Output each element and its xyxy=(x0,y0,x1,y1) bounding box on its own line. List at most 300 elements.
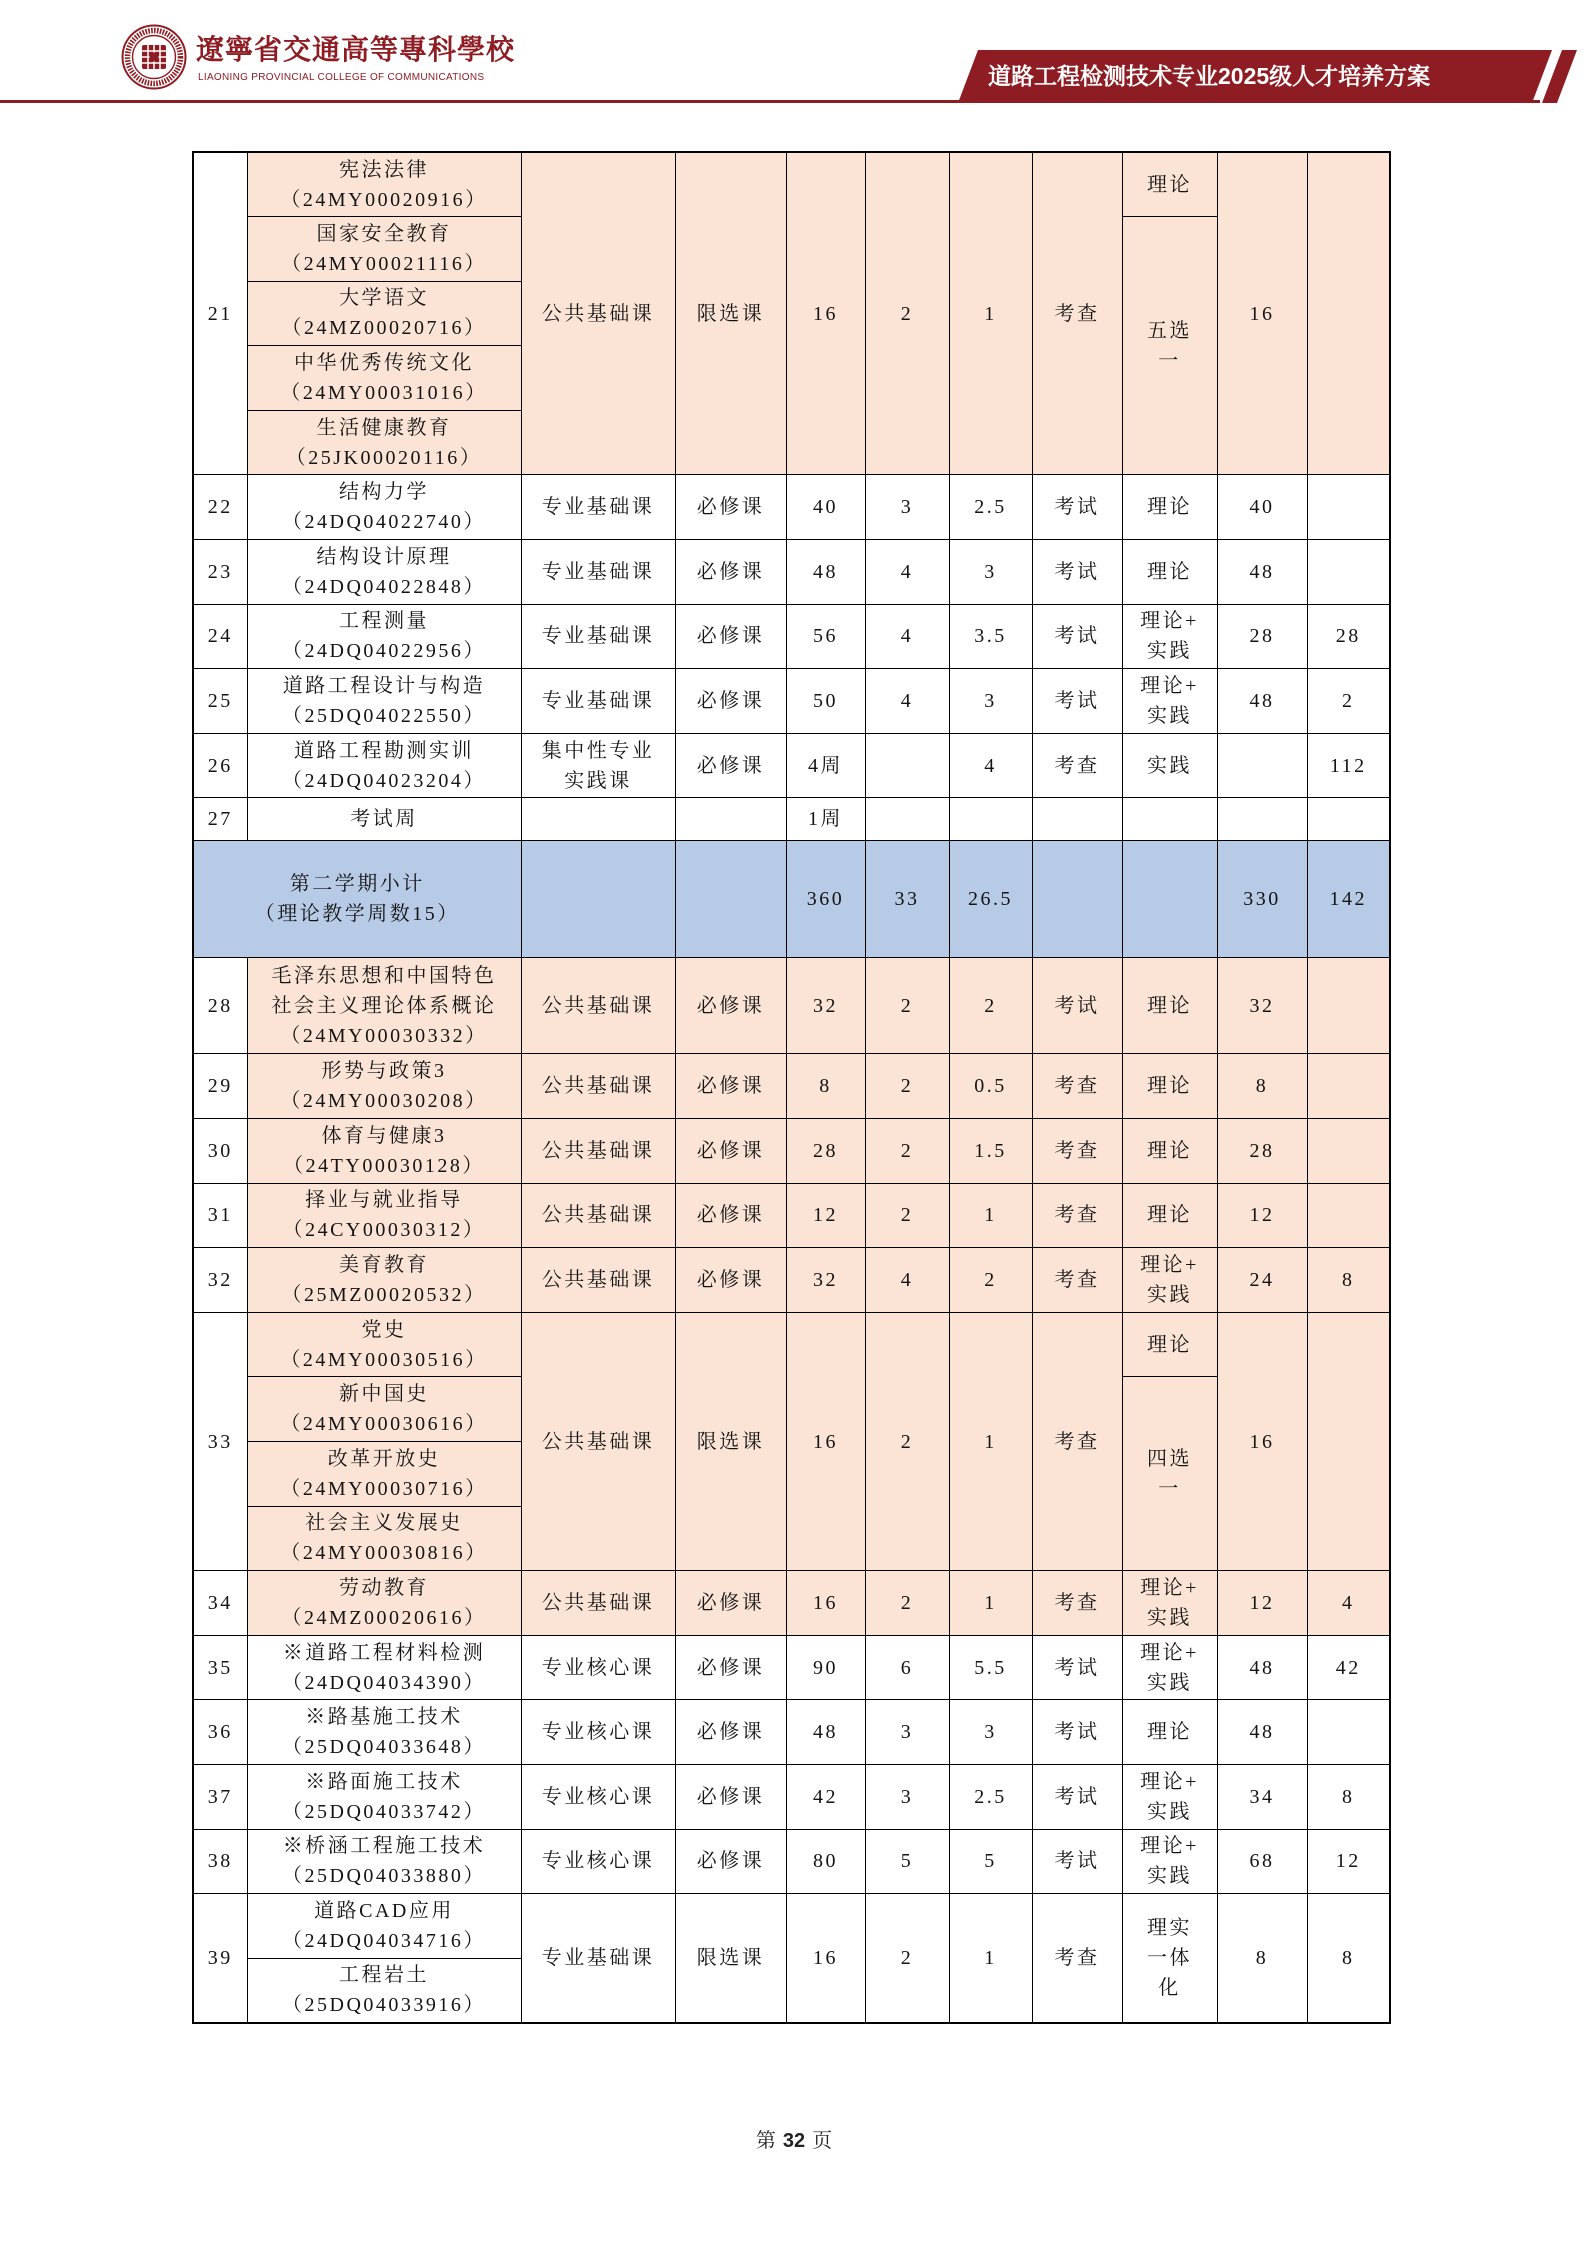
theory-hours-cell: 12 xyxy=(1217,1183,1307,1248)
course-nature-cell: 必修课 xyxy=(675,1635,786,1700)
weekly-hours-cell: 2 xyxy=(865,1894,949,2023)
theory-hours-cell: 330 xyxy=(1217,841,1307,958)
theory-hours-cell: 48 xyxy=(1217,540,1307,605)
course-name: 美育教育 xyxy=(339,1254,429,1277)
teaching-mode-cell: 理实 一体 化 xyxy=(1122,1894,1217,2023)
course-type-cell: 公共基础课 xyxy=(521,1183,675,1248)
course-row xyxy=(193,604,1390,669)
course-name-cell xyxy=(247,217,521,282)
course-nature-cell: 必修课 xyxy=(675,1119,786,1184)
practice-hours-cell: 4 xyxy=(1307,1571,1390,1636)
course-type-cell xyxy=(521,798,675,841)
assessment-cell: 考查 xyxy=(1032,1054,1122,1119)
course-code: （24DQ04034390） xyxy=(282,1671,486,1694)
course-number-cell: 27 xyxy=(193,798,247,841)
course-name-cell xyxy=(247,1829,521,1894)
total-hours-cell: 4周 xyxy=(786,733,865,798)
teaching-mode-cell: 理论 xyxy=(1122,540,1217,605)
assessment-cell: 考试 xyxy=(1032,604,1122,669)
theory-hours-cell: 48 xyxy=(1217,1700,1307,1765)
credits-cell: 2.5 xyxy=(949,475,1032,540)
weekly-hours-cell: 4 xyxy=(865,604,949,669)
course-code: （24MY00030516） xyxy=(280,1348,488,1371)
assessment-cell: 考试 xyxy=(1032,540,1122,605)
course-code: （24DQ04022848） xyxy=(282,575,486,598)
theory-hours-cell: 16 xyxy=(1217,1312,1307,1570)
assessment-cell xyxy=(1032,841,1122,958)
course-number-cell: 38 xyxy=(193,1829,247,1894)
credits-cell: 3.5 xyxy=(949,604,1032,669)
weekly-hours-cell: 2 xyxy=(865,958,949,1054)
theory-hours-cell: 40 xyxy=(1217,475,1307,540)
course-name-cell xyxy=(247,1700,521,1765)
practice-hours-cell: 8 xyxy=(1307,1764,1390,1829)
assessment-cell: 考试 xyxy=(1032,958,1122,1054)
course-row xyxy=(193,1829,1390,1894)
course-code: （25JK00020116） xyxy=(285,446,483,469)
course-name: 宪法法律 xyxy=(339,158,429,181)
school-logo xyxy=(121,24,187,90)
theory-hours-cell: 8 xyxy=(1217,1894,1307,2023)
teaching-mode-cell: 四选 一 xyxy=(1122,1377,1217,1571)
theory-hours-cell: 48 xyxy=(1217,1635,1307,1700)
course-number-cell: 23 xyxy=(193,540,247,605)
course-code: （24DQ04022740） xyxy=(282,511,486,534)
course-code: （24MY00030716） xyxy=(280,1477,488,1500)
practice-hours-cell xyxy=(1307,152,1390,475)
course-type-cell: 专业基础课 xyxy=(521,540,675,605)
course-nature-cell: 限选课 xyxy=(675,152,786,475)
total-hours-cell: 48 xyxy=(786,540,865,605)
teaching-mode-cell: 理论+ 实践 xyxy=(1122,1248,1217,1313)
teaching-mode-cell: 理论 xyxy=(1122,1700,1217,1765)
course-row xyxy=(193,733,1390,798)
total-hours-cell: 40 xyxy=(786,475,865,540)
weekly-hours-cell xyxy=(865,798,949,841)
credits-cell: 0.5 xyxy=(949,1054,1032,1119)
course-name-cell xyxy=(247,1054,521,1119)
assessment-cell: 考试 xyxy=(1032,1829,1122,1894)
course-nature-cell: 必修课 xyxy=(675,1054,786,1119)
course-row xyxy=(193,798,1390,841)
credits-cell xyxy=(949,798,1032,841)
credits-cell: 1 xyxy=(949,1312,1032,1570)
course-name: 道路工程勘测实训 xyxy=(294,739,474,762)
assessment-cell: 考查 xyxy=(1032,1183,1122,1248)
course-type-cell: 专业核心课 xyxy=(521,1764,675,1829)
weekly-hours-cell: 2 xyxy=(865,152,949,475)
course-row xyxy=(193,540,1390,605)
credits-cell: 3 xyxy=(949,540,1032,605)
course-number-cell: 34 xyxy=(193,1571,247,1636)
course-name: 结构设计原理 xyxy=(316,545,452,568)
course-row xyxy=(193,1312,1390,1377)
course-row xyxy=(193,1764,1390,1829)
total-hours-cell: 12 xyxy=(786,1183,865,1248)
weekly-hours-cell: 2 xyxy=(865,1183,949,1248)
teaching-mode-cell: 理论 xyxy=(1122,152,1217,217)
course-name-cell xyxy=(247,152,521,217)
course-number-cell: 26 xyxy=(193,733,247,798)
practice-hours-cell xyxy=(1307,540,1390,605)
course-name-cell xyxy=(247,1571,521,1636)
course-number-cell: 24 xyxy=(193,604,247,669)
course-type-cell: 专业核心课 xyxy=(521,1700,675,1765)
course-name: 中华优秀传统文化 xyxy=(294,352,474,375)
assessment-cell: 考试 xyxy=(1032,1700,1122,1765)
total-hours-cell: 80 xyxy=(786,1829,865,1894)
weekly-hours-cell: 2 xyxy=(865,1054,949,1119)
course-row xyxy=(193,1119,1390,1184)
course-nature-cell xyxy=(675,841,786,958)
teaching-mode-cell: 五选 一 xyxy=(1122,217,1217,475)
course-nature-cell: 必修课 xyxy=(675,1829,786,1894)
course-name: ※桥涵工程施工技术 xyxy=(282,1835,486,1858)
practice-hours-cell xyxy=(1307,1119,1390,1184)
total-hours-cell: 50 xyxy=(786,669,865,734)
teaching-mode-cell: 理论+ 实践 xyxy=(1122,669,1217,734)
course-name-cell xyxy=(247,281,521,346)
course-name: 党史 xyxy=(361,1318,407,1341)
theory-hours-cell: 28 xyxy=(1217,1119,1307,1184)
course-name-cell xyxy=(247,798,521,841)
course-name-cell xyxy=(247,540,521,605)
total-hours-cell: 360 xyxy=(786,841,865,958)
assessment-cell: 考查 xyxy=(1032,152,1122,475)
course-row xyxy=(193,1635,1390,1700)
total-hours-cell: 48 xyxy=(786,1700,865,1765)
course-name-cell xyxy=(247,1958,521,2023)
course-nature-cell: 必修课 xyxy=(675,1764,786,1829)
theory-hours-cell: 24 xyxy=(1217,1248,1307,1313)
practice-hours-cell: 112 xyxy=(1307,733,1390,798)
credits-cell: 26.5 xyxy=(949,841,1032,958)
teaching-mode-cell: 理论+ 实践 xyxy=(1122,1571,1217,1636)
teaching-mode-cell: 理论+ 实践 xyxy=(1122,1764,1217,1829)
course-nature-cell: 必修课 xyxy=(675,1248,786,1313)
course-name: 工程测量 xyxy=(339,610,429,633)
course-nature-cell: 限选课 xyxy=(675,1312,786,1570)
weekly-hours-cell: 4 xyxy=(865,540,949,605)
course-code: （24DQ04022956） xyxy=(282,640,486,663)
course-row xyxy=(193,1183,1390,1248)
course-code: （24MY00030616） xyxy=(280,1413,488,1436)
course-code: （24MY00030332） xyxy=(280,1024,488,1047)
credits-cell: 3 xyxy=(949,1700,1032,1765)
course-name: 大学语文 xyxy=(339,287,429,310)
weekly-hours-cell: 4 xyxy=(865,1248,949,1313)
course-name-cell xyxy=(247,604,521,669)
course-type-cell: 公共基础课 xyxy=(521,1119,675,1184)
course-name-cell xyxy=(247,1119,521,1184)
course-name: 考试周 xyxy=(350,808,418,831)
course-number-cell: 28 xyxy=(193,958,247,1054)
course-type-cell: 集中性专业 实践课 xyxy=(521,733,675,798)
credits-cell: 1 xyxy=(949,1183,1032,1248)
weekly-hours-cell: 2 xyxy=(865,1312,949,1570)
practice-hours-cell: 142 xyxy=(1307,841,1390,958)
assessment-cell: 考查 xyxy=(1032,1312,1122,1570)
course-nature-cell: 必修课 xyxy=(675,669,786,734)
course-type-cell: 专业基础课 xyxy=(521,475,675,540)
course-name: 体育与健康3 xyxy=(321,1124,447,1147)
page-number: 32 xyxy=(782,2130,806,2152)
course-name: 改革开放史 xyxy=(327,1447,441,1470)
theory-hours-cell: 32 xyxy=(1217,958,1307,1054)
course-nature-cell: 限选课 xyxy=(675,1894,786,2023)
school-name-english: LIAONING PROVINCIAL COLLEGE OF COMMUNICATIONS xyxy=(198,72,485,83)
course-name: 结构力学 xyxy=(339,481,429,504)
weekly-hours-cell: 4 xyxy=(865,669,949,734)
teaching-mode-cell: 理论+ 实践 xyxy=(1122,1829,1217,1894)
total-hours-cell: 16 xyxy=(786,1894,865,2023)
course-row xyxy=(193,1571,1390,1636)
total-hours-cell: 16 xyxy=(786,1571,865,1636)
credits-cell: 5.5 xyxy=(949,1635,1032,1700)
total-hours-cell: 16 xyxy=(786,1312,865,1570)
course-name: 社会主义发展史 xyxy=(305,1512,463,1535)
course-name: 形势与政策3 xyxy=(321,1060,447,1083)
teaching-mode-cell: 理论 xyxy=(1122,1183,1217,1248)
course-name-cell xyxy=(247,1377,521,1442)
credits-cell: 2 xyxy=(949,958,1032,1054)
assessment-cell: 考查 xyxy=(1032,1248,1122,1313)
course-nature-cell: 必修课 xyxy=(675,1571,786,1636)
practice-hours-cell: 42 xyxy=(1307,1635,1390,1700)
course-code: （24MY00030208） xyxy=(280,1090,488,1113)
course-code: （25DQ04022550） xyxy=(282,705,486,728)
course-code: （24DQ04034716） xyxy=(282,1929,486,1952)
course-number-cell: 36 xyxy=(193,1700,247,1765)
course-row xyxy=(193,475,1390,540)
practice-hours-cell xyxy=(1307,798,1390,841)
credits-cell: 1 xyxy=(949,1894,1032,2023)
credits-cell: 1 xyxy=(949,1571,1032,1636)
course-type-cell: 专业基础课 xyxy=(521,669,675,734)
credits-cell: 2.5 xyxy=(949,1764,1032,1829)
total-hours-cell: 8 xyxy=(786,1054,865,1119)
assessment-cell: 考试 xyxy=(1032,669,1122,734)
assessment-cell: 考试 xyxy=(1032,1764,1122,1829)
course-name-cell xyxy=(247,410,521,475)
theory-hours-cell: 12 xyxy=(1217,1571,1307,1636)
course-row xyxy=(193,152,1390,217)
total-hours-cell: 32 xyxy=(786,958,865,1054)
course-table xyxy=(192,151,1391,2024)
weekly-hours-cell: 33 xyxy=(865,841,949,958)
course-row xyxy=(193,958,1390,1054)
credits-cell: 2 xyxy=(949,1248,1032,1313)
document-title: 道路工程检测技术专业2025级人才培养方案 xyxy=(988,63,1431,89)
page-footer xyxy=(0,2126,1588,2156)
assessment-cell: 考查 xyxy=(1032,1894,1122,2023)
assessment-cell xyxy=(1032,798,1122,841)
course-type-cell: 公共基础课 xyxy=(521,1054,675,1119)
theory-hours-cell: 68 xyxy=(1217,1829,1307,1894)
course-nature-cell: 必修课 xyxy=(675,1183,786,1248)
practice-hours-cell xyxy=(1307,1183,1390,1248)
page-label-suffix: 页 xyxy=(812,2130,833,2152)
teaching-mode-cell: 理论 xyxy=(1122,475,1217,540)
credits-cell: 1 xyxy=(949,152,1032,475)
practice-hours-cell: 8 xyxy=(1307,1248,1390,1313)
course-code: （24MZ00020616） xyxy=(281,1606,487,1629)
course-code: （24CY00030312） xyxy=(282,1219,486,1242)
weekly-hours-cell: 2 xyxy=(865,1119,949,1184)
course-code: （24DQ04023204） xyxy=(282,769,486,792)
credits-cell: 4 xyxy=(949,733,1032,798)
course-name: 道路工程设计与构造 xyxy=(282,675,486,698)
course-row xyxy=(193,1894,1390,1959)
teaching-mode-cell: 理论+ 实践 xyxy=(1122,1635,1217,1700)
course-number-cell: 22 xyxy=(193,475,247,540)
total-hours-cell: 32 xyxy=(786,1248,865,1313)
course-table-body xyxy=(193,152,1390,2023)
course-type-cell: 公共基础课 xyxy=(521,958,675,1054)
weekly-hours-cell xyxy=(865,733,949,798)
teaching-mode-cell: 理论 xyxy=(1122,1119,1217,1184)
course-nature-cell: 必修课 xyxy=(675,540,786,605)
course-name-cell xyxy=(247,1442,521,1507)
course-name-cell xyxy=(247,475,521,540)
course-code: （25DQ04033742） xyxy=(282,1800,486,1823)
teaching-mode-cell: 实践 xyxy=(1122,733,1217,798)
practice-hours-cell: 2 xyxy=(1307,669,1390,734)
subtotal-label-cell: 第二学期小计 （理论教学周数15） xyxy=(193,841,521,958)
course-number-cell: 32 xyxy=(193,1248,247,1313)
practice-hours-cell xyxy=(1307,1312,1390,1570)
theory-hours-cell: 28 xyxy=(1217,604,1307,669)
credits-cell: 1.5 xyxy=(949,1119,1032,1184)
course-nature-cell xyxy=(675,798,786,841)
weekly-hours-cell: 3 xyxy=(865,475,949,540)
course-number-cell: 21 xyxy=(193,152,247,475)
course-type-cell xyxy=(521,841,675,958)
weekly-hours-cell: 6 xyxy=(865,1635,949,1700)
course-number-cell: 37 xyxy=(193,1764,247,1829)
practice-hours-cell: 8 xyxy=(1307,1894,1390,2023)
course-code: （24MY00030816） xyxy=(280,1542,488,1565)
course-name: 新中国史 xyxy=(339,1383,429,1406)
school-name: 遼寧省交通高等專科學校 xyxy=(196,33,516,66)
page-label-prefix: 第 xyxy=(755,2130,776,2152)
course-name-cell xyxy=(247,1764,521,1829)
course-type-cell: 专业核心课 xyxy=(521,1829,675,1894)
course-number-cell: 29 xyxy=(193,1054,247,1119)
course-type-cell: 公共基础课 xyxy=(521,1248,675,1313)
course-number-cell: 25 xyxy=(193,669,247,734)
course-nature-cell: 必修课 xyxy=(675,958,786,1054)
practice-hours-cell xyxy=(1307,958,1390,1054)
course-code: （24MY00021116） xyxy=(281,252,487,275)
course-row xyxy=(193,1054,1390,1119)
practice-hours-cell xyxy=(1307,1054,1390,1119)
theory-hours-cell xyxy=(1217,798,1307,841)
course-code: （25DQ04033880） xyxy=(282,1865,486,1888)
course-name: 工程岩土 xyxy=(339,1964,429,1987)
course-name: 生活健康教育 xyxy=(316,416,452,439)
teaching-mode-cell xyxy=(1122,841,1217,958)
course-code: （25DQ04033648） xyxy=(282,1736,486,1759)
course-number-cell: 30 xyxy=(193,1119,247,1184)
course-name: 毛泽东思想和中国特色 社会主义理论体系概论 xyxy=(271,964,497,1017)
practice-hours-cell xyxy=(1307,475,1390,540)
total-hours-cell: 28 xyxy=(786,1119,865,1184)
course-type-cell: 公共基础课 xyxy=(521,1571,675,1636)
course-name: 国家安全教育 xyxy=(316,222,452,245)
course-type-cell: 公共基础课 xyxy=(521,152,675,475)
course-name-cell xyxy=(247,1312,521,1377)
teaching-mode-cell xyxy=(1122,798,1217,841)
teaching-mode-cell: 理论+ 实践 xyxy=(1122,604,1217,669)
course-name: 劳动教育 xyxy=(339,1576,429,1599)
course-name: ※路面施工技术 xyxy=(305,1770,463,1793)
course-type-cell: 专业基础课 xyxy=(521,1894,675,2023)
theory-hours-cell: 34 xyxy=(1217,1764,1307,1829)
course-number-cell: 31 xyxy=(193,1183,247,1248)
credits-cell: 5 xyxy=(949,1829,1032,1894)
course-nature-cell: 必修课 xyxy=(675,475,786,540)
course-name-cell xyxy=(247,1183,521,1248)
theory-hours-cell: 48 xyxy=(1217,669,1307,734)
course-row xyxy=(193,1700,1390,1765)
course-name-cell xyxy=(247,1506,521,1571)
course-code: （25DQ04033916） xyxy=(282,1994,486,2017)
course-number-cell: 33 xyxy=(193,1312,247,1570)
course-code: （24MY00031016） xyxy=(280,382,488,405)
assessment-cell: 考试 xyxy=(1032,475,1122,540)
course-name-cell xyxy=(247,733,521,798)
assessment-cell: 考查 xyxy=(1032,733,1122,798)
course-code: （24MZ00020716） xyxy=(281,317,487,340)
course-nature-cell: 必修课 xyxy=(675,733,786,798)
course-code: （25MZ00020532） xyxy=(281,1284,487,1307)
course-number-cell: 39 xyxy=(193,1894,247,2023)
header-rule xyxy=(0,100,1540,103)
course-name: ※路基施工技术 xyxy=(305,1706,463,1729)
credits-cell: 3 xyxy=(949,669,1032,734)
course-code: （24MY00020916） xyxy=(280,188,488,211)
course-name-cell xyxy=(247,346,521,411)
practice-hours-cell xyxy=(1307,1700,1390,1765)
weekly-hours-cell: 5 xyxy=(865,1829,949,1894)
total-hours-cell: 90 xyxy=(786,1635,865,1700)
course-type-cell: 专业基础课 xyxy=(521,604,675,669)
semester-subtotal-row xyxy=(193,841,1390,958)
teaching-mode-cell: 理论 xyxy=(1122,958,1217,1054)
course-row xyxy=(193,1248,1390,1313)
course-name-cell xyxy=(247,1894,521,1959)
course-type-cell: 公共基础课 xyxy=(521,1312,675,1570)
total-hours-cell: 16 xyxy=(786,152,865,475)
weekly-hours-cell: 3 xyxy=(865,1700,949,1765)
course-name: ※道路工程材料检测 xyxy=(282,1641,486,1664)
teaching-mode-cell: 理论 xyxy=(1122,1312,1217,1377)
total-hours-cell: 56 xyxy=(786,604,865,669)
total-hours-cell: 42 xyxy=(786,1764,865,1829)
assessment-cell: 考查 xyxy=(1032,1571,1122,1636)
course-row xyxy=(193,669,1390,734)
course-name-cell xyxy=(247,958,521,1054)
theory-hours-cell: 16 xyxy=(1217,152,1307,475)
teaching-mode-cell: 理论 xyxy=(1122,1054,1217,1119)
practice-hours-cell: 12 xyxy=(1307,1829,1390,1894)
practice-hours-cell: 28 xyxy=(1307,604,1390,669)
course-type-cell: 专业核心课 xyxy=(521,1635,675,1700)
theory-hours-cell xyxy=(1217,733,1307,798)
total-hours-cell: 1周 xyxy=(786,798,865,841)
assessment-cell: 考查 xyxy=(1032,1119,1122,1184)
